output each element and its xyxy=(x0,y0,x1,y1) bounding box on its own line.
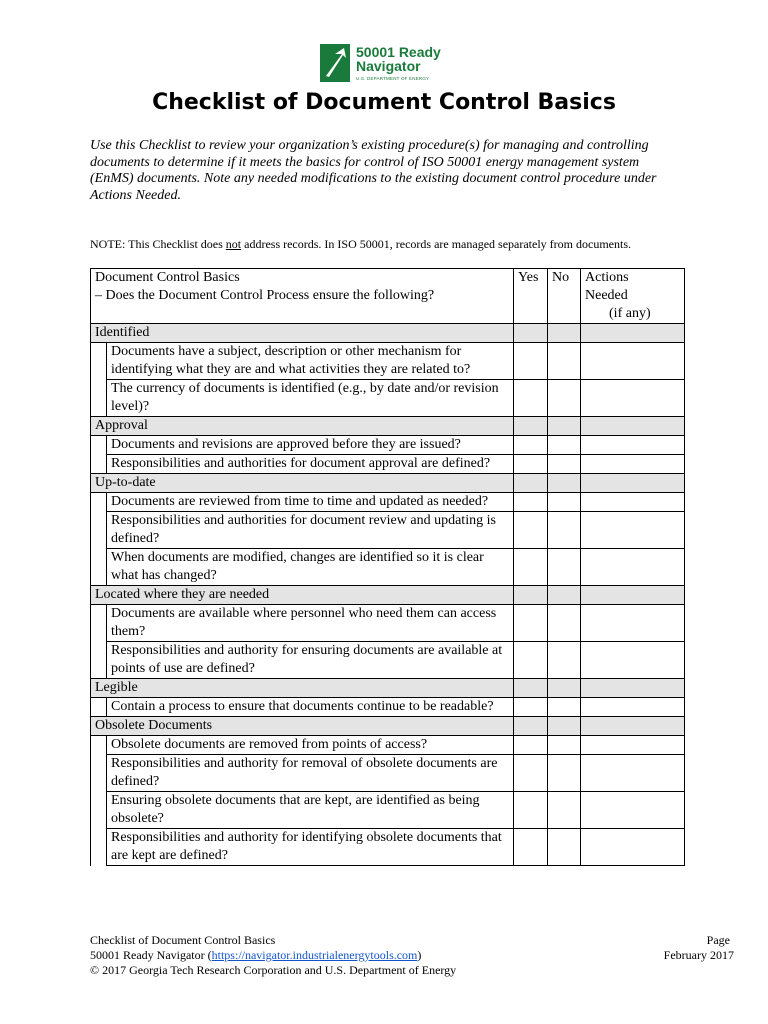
checklist-question: Responsibilities and authority for ensuring documents are available at points of use are defined? xyxy=(107,642,514,679)
note-text-before: NOTE: This Checklist does xyxy=(90,237,226,251)
section-row xyxy=(91,586,685,605)
actions-cell[interactable] xyxy=(581,829,685,866)
actions-cell[interactable] xyxy=(581,455,685,474)
yes-cell[interactable] xyxy=(514,829,548,866)
checklist-question: Responsibilities and authorities for document review and updating is defined? xyxy=(107,512,514,549)
section-no-cell xyxy=(548,586,581,605)
section-no-cell xyxy=(548,474,581,493)
yes-cell[interactable] xyxy=(514,512,548,549)
indent-cell xyxy=(91,792,107,829)
note-text-after: address records. In ISO 50001, records are managed separately from documents. xyxy=(241,237,631,251)
yes-cell[interactable] xyxy=(514,698,548,717)
yes-cell[interactable] xyxy=(514,493,548,512)
checklist-question: Ensuring obsolete documents that are kept, are identified as being obsolete? xyxy=(107,792,514,829)
checklist-item-row xyxy=(91,755,685,792)
yes-cell[interactable] xyxy=(514,792,548,829)
yes-cell[interactable] xyxy=(514,755,548,792)
actions-cell[interactable] xyxy=(581,605,685,642)
section-title: Legible xyxy=(91,679,514,698)
section-actions-cell xyxy=(581,586,685,605)
yes-cell[interactable] xyxy=(514,436,548,455)
checklist-item-row xyxy=(91,436,685,455)
section-row xyxy=(91,324,685,343)
section-yes-cell xyxy=(514,679,548,698)
yes-cell[interactable] xyxy=(514,605,548,642)
header-actions-line2: Needed xyxy=(585,288,628,303)
yes-cell[interactable] xyxy=(514,642,548,679)
section-yes-cell xyxy=(514,417,548,436)
section-actions-cell xyxy=(581,324,685,343)
header-basics-line2: – Does the Document Control Process ensure the following? xyxy=(95,288,435,303)
header-actions-line1: Actions xyxy=(585,270,629,285)
checklist-item-row xyxy=(91,829,685,866)
checklist-question: Obsolete documents are removed from points of access? xyxy=(107,736,514,755)
header-actions-cell xyxy=(581,269,685,324)
no-cell[interactable] xyxy=(548,436,581,455)
logo xyxy=(320,44,460,86)
no-cell[interactable] xyxy=(548,792,581,829)
checklist-question: Responsibilities and authority for identifying obsolete documents that are kept are defined? xyxy=(107,829,514,866)
section-yes-cell xyxy=(514,474,548,493)
header-yes: Yes xyxy=(514,269,548,324)
arrow-logo-icon xyxy=(320,44,358,82)
indent-cell xyxy=(91,512,107,549)
section-no-cell xyxy=(548,717,581,736)
no-cell[interactable] xyxy=(548,549,581,586)
checklist-item-row xyxy=(91,493,685,512)
yes-cell[interactable] xyxy=(514,343,548,380)
no-cell[interactable] xyxy=(548,736,581,755)
navigator-link[interactable]: https://navigator.industrialenergytools.com xyxy=(211,948,418,962)
no-cell[interactable] xyxy=(548,380,581,417)
checklist-item-row xyxy=(91,642,685,679)
actions-cell[interactable] xyxy=(581,642,685,679)
section-title: Up-to-date xyxy=(91,474,514,493)
checklist-item-row xyxy=(91,549,685,586)
footer-navigator-suffix: ) xyxy=(417,948,422,962)
no-cell[interactable] xyxy=(548,755,581,792)
indent-cell xyxy=(91,549,107,586)
indent-cell xyxy=(91,829,107,866)
logo-title-line1: 50001 Ready xyxy=(356,44,441,60)
no-cell[interactable] xyxy=(548,642,581,679)
section-title: Located where they are needed xyxy=(91,586,514,605)
indent-cell xyxy=(91,380,107,417)
logo-subtitle: U.S. DEPARTMENT OF ENERGY xyxy=(356,76,430,81)
checklist-question: When documents are modified, changes are identified so it is clear what has changed? xyxy=(107,549,514,586)
actions-cell[interactable] xyxy=(581,755,685,792)
actions-cell[interactable] xyxy=(581,736,685,755)
indent-cell xyxy=(91,436,107,455)
page-title: Checklist of Document Control Basics xyxy=(152,90,616,115)
checklist-item-row xyxy=(91,605,685,642)
section-actions-cell xyxy=(581,474,685,493)
indent-cell xyxy=(91,755,107,792)
section-yes-cell xyxy=(514,586,548,605)
section-row xyxy=(91,679,685,698)
section-yes-cell xyxy=(514,324,548,343)
indent-cell xyxy=(91,605,107,642)
checklist-item-row xyxy=(91,512,685,549)
actions-cell[interactable] xyxy=(581,549,685,586)
checklist-item-row xyxy=(91,343,685,380)
indent-cell xyxy=(91,455,107,474)
footer-page-label: Page xyxy=(706,933,730,947)
footer-copyright: © 2017 Georgia Tech Research Corporation and U.S. Department of Energy xyxy=(90,963,457,977)
checklist-question: Documents are reviewed from time to time and updated as needed? xyxy=(107,493,514,512)
checklist-item-row xyxy=(91,792,685,829)
checklist-item-row xyxy=(91,455,685,474)
actions-cell[interactable] xyxy=(581,698,685,717)
no-cell[interactable] xyxy=(548,605,581,642)
section-actions-cell xyxy=(581,717,685,736)
section-actions-cell xyxy=(581,679,685,698)
section-yes-cell xyxy=(514,717,548,736)
actions-cell[interactable] xyxy=(581,493,685,512)
checklist-question: Responsibilities and authority for removal of obsolete documents are defined? xyxy=(107,755,514,792)
actions-cell[interactable] xyxy=(581,436,685,455)
actions-cell[interactable] xyxy=(581,512,685,549)
checklist-item-row xyxy=(91,736,685,755)
yes-cell[interactable] xyxy=(514,380,548,417)
checklist-question: Documents have a subject, description or other mechanism for identifying what they are and what activities they are related to? xyxy=(107,343,514,380)
no-cell[interactable] xyxy=(548,512,581,549)
checklist-question: Documents and revisions are approved before they are issued? xyxy=(107,436,514,455)
footer-doc-title: Checklist of Document Control Basics xyxy=(90,933,276,947)
yes-cell[interactable] xyxy=(514,549,548,586)
indent-cell xyxy=(91,698,107,717)
logo-title-line2: Navigator xyxy=(356,58,421,74)
checklist-question: Documents are available where personnel who need them can access them? xyxy=(107,605,514,642)
no-cell[interactable] xyxy=(548,698,581,717)
checklist-table xyxy=(90,268,685,866)
no-cell[interactable] xyxy=(548,343,581,380)
header-basics-line1: Document Control Basics xyxy=(95,270,240,285)
footer-navigator-prefix: 50001 Ready Navigator ( xyxy=(90,948,212,962)
footer-date: February 2017 xyxy=(663,948,734,962)
yes-cell[interactable] xyxy=(514,455,548,474)
indent-cell xyxy=(91,493,107,512)
actions-cell[interactable] xyxy=(581,380,685,417)
indent-cell xyxy=(91,736,107,755)
actions-cell[interactable] xyxy=(581,343,685,380)
checklist-question: Responsibilities and authorities for document approval are defined? xyxy=(107,455,514,474)
footer-navigator-line xyxy=(90,948,456,963)
section-title: Identified xyxy=(91,324,514,343)
actions-cell[interactable] xyxy=(581,792,685,829)
footer-right xyxy=(664,933,734,963)
checklist-question: The currency of documents is identified (e.g., by date and/or revision level)? xyxy=(107,380,514,417)
note-underlined: not xyxy=(225,237,242,251)
section-row xyxy=(91,474,685,493)
indent-cell xyxy=(91,343,107,380)
section-row xyxy=(91,717,685,736)
section-no-cell xyxy=(548,417,581,436)
no-cell[interactable] xyxy=(548,829,581,866)
checklist-item-row xyxy=(91,698,685,717)
no-cell[interactable] xyxy=(548,455,581,474)
note-paragraph xyxy=(90,237,710,252)
section-row xyxy=(91,417,685,436)
section-no-cell xyxy=(548,324,581,343)
section-title: Approval xyxy=(91,417,514,436)
yes-cell[interactable] xyxy=(514,736,548,755)
header-no: No xyxy=(548,269,581,324)
indent-cell xyxy=(91,642,107,679)
section-title: Obsolete Documents xyxy=(91,717,514,736)
header-actions-line3: (if any) xyxy=(609,306,651,321)
section-no-cell xyxy=(548,679,581,698)
header-basics-cell xyxy=(91,269,514,324)
no-cell[interactable] xyxy=(548,493,581,512)
checklist-item-row xyxy=(91,380,685,417)
intro-paragraph: Use this Checklist to review your organization’s existing procedure(s) for managing and controlling documents to determine if it meets the basics for control of ISO 50001 energy management system (EnMS) documents. Note any needed modifications to the existing document control procedure under Actions Needed. xyxy=(90,138,657,203)
section-actions-cell xyxy=(581,417,685,436)
footer-left xyxy=(90,933,456,978)
table-header-row xyxy=(91,269,685,324)
checklist-question: Contain a process to ensure that documents continue to be readable? xyxy=(107,698,514,717)
